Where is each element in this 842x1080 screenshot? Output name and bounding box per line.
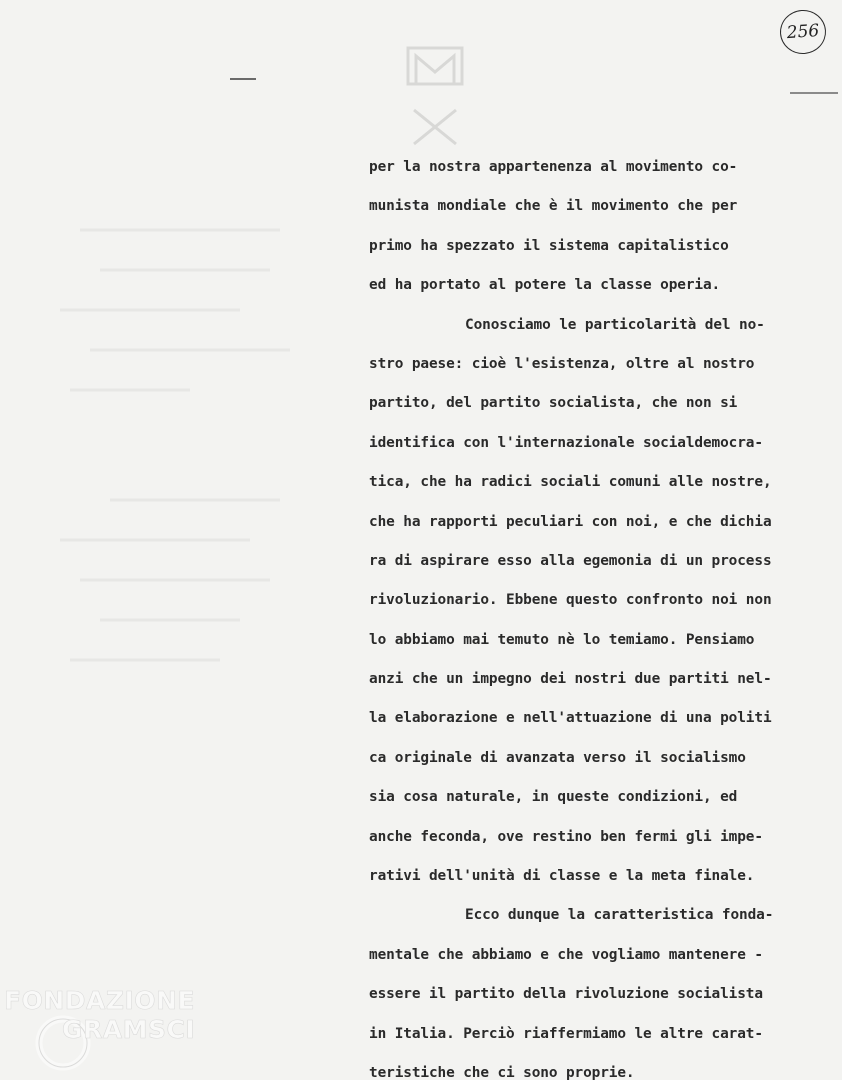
text-line: per la nostra appartenenza al movimento co- bbox=[369, 159, 738, 175]
paragraph bbox=[369, 901, 839, 1080]
text-line: che ha rapporti peculiari con noi, e che dichia bbox=[369, 513, 772, 530]
text-line: in Italia. Perciò riaffermiamo le altre carat- bbox=[369, 1025, 763, 1042]
text-line: tica, che ha radici sociali comuni alle nostre, bbox=[369, 474, 772, 491]
text-line: teristiche che ci sono proprie. bbox=[369, 1064, 635, 1080]
margin-dash-left bbox=[230, 78, 256, 80]
text-line: essere il partito della rivoluzione socialista bbox=[369, 986, 763, 1003]
typed-text-body bbox=[369, 153, 839, 1080]
text-line: rivoluzionario. Ebbene questo confronto noi non bbox=[369, 592, 772, 609]
bleed-through-text bbox=[40, 200, 300, 720]
watermark-line-2: GRAMSCI bbox=[62, 1015, 196, 1044]
text-line: partito, del partito socialista, che non si bbox=[369, 395, 738, 412]
text-line: ca originale di avanzata verso il socialismo bbox=[369, 749, 746, 766]
text-line: stro paese: cioè l'esistenza, oltre al nostro bbox=[369, 355, 755, 372]
text-line: sia cosa naturale, in queste condizioni, ed bbox=[369, 789, 738, 806]
text-line: anche feconda, ove restino ben fermi gli impe- bbox=[369, 828, 763, 845]
text-line: la elaborazione e nell'attuazione di una politi bbox=[369, 710, 772, 727]
watermark-line-1: FONDAZIONE bbox=[4, 986, 196, 1015]
text-line: primo ha spezzato il sistema capitalistico bbox=[369, 237, 729, 254]
paragraph bbox=[369, 311, 839, 902]
text-line: mentale che abbiamo e che vogliamo mantenere - bbox=[369, 946, 763, 963]
text-line: Ecco dunque la caratteristica fonda- bbox=[465, 907, 774, 924]
text-line: ed ha portato al potere la classe operia. bbox=[369, 277, 721, 294]
text-line: Conosciamo le particolarità del no- bbox=[465, 316, 765, 333]
page-number: 256 bbox=[786, 20, 820, 44]
text-line: munista mondiale che è il movimento che per bbox=[369, 198, 738, 215]
text-line: rativi dell'unità di classe e la meta finale. bbox=[369, 868, 755, 885]
margin-dash-right bbox=[790, 92, 838, 94]
text-line: lo abbiamo mai temuto nè lo temiamo. Pensiamo bbox=[369, 631, 755, 648]
embossed-mark bbox=[400, 40, 470, 150]
page-number-stamp bbox=[779, 8, 828, 55]
paragraph bbox=[369, 153, 839, 311]
fondazione-gramsci-watermark bbox=[4, 986, 214, 1076]
text-line: identifica con l'internazionale socialdemocra- bbox=[369, 434, 763, 451]
text-line: anzi che un impegno dei nostri due partiti nel- bbox=[369, 671, 772, 688]
text-line: ra di aspirare esso alla egemonia di un process bbox=[369, 552, 772, 569]
